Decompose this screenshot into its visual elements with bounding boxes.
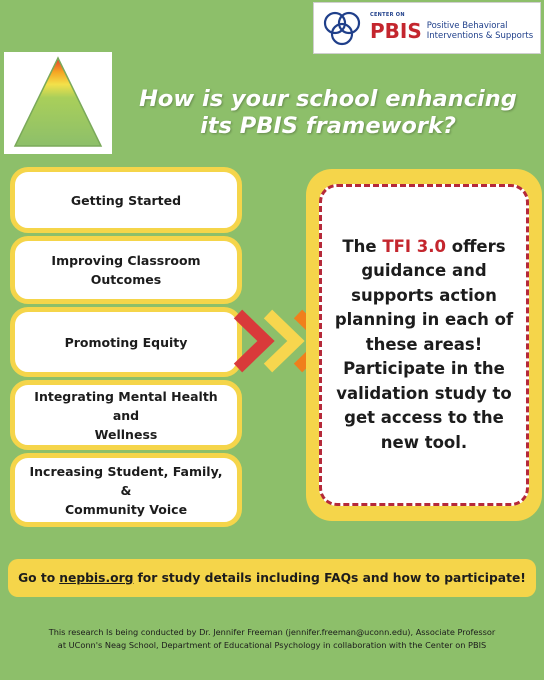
area-label: Increasing Student, Family, & bbox=[29, 463, 223, 498]
area-classroom-outcomes bbox=[10, 236, 242, 304]
area-promoting-equity bbox=[10, 307, 242, 377]
area-getting-started bbox=[10, 167, 242, 233]
info-message bbox=[330, 235, 518, 456]
call-to-action-banner bbox=[8, 559, 536, 597]
research-credits bbox=[14, 626, 530, 652]
banner-suffix: for study details including FAQs and how to participate! bbox=[137, 571, 526, 585]
info-panel-text bbox=[319, 184, 529, 506]
area-label: Integrating Mental Health and bbox=[34, 388, 218, 423]
triangle-pyramid-icon bbox=[4, 52, 112, 154]
logo-subtitle bbox=[427, 21, 533, 41]
page-title bbox=[118, 86, 538, 140]
page-title-line2: its PBIS framework? bbox=[200, 113, 456, 139]
area-mental-health bbox=[10, 380, 242, 450]
area-label: Community Voice bbox=[64, 501, 188, 517]
logo-subtitle-line2: Interventions & Supports bbox=[426, 31, 534, 41]
banner-prefix: Go to bbox=[18, 571, 56, 585]
pyramid-image bbox=[4, 52, 112, 154]
page-title-line1: How is your school enhancing bbox=[139, 86, 517, 112]
pbis-logo bbox=[313, 2, 541, 54]
area-label: Wellness bbox=[94, 426, 158, 442]
info-panel bbox=[306, 169, 542, 521]
area-label: Outcomes bbox=[90, 272, 162, 287]
interlocking-rings-icon bbox=[320, 8, 364, 48]
logo-center-text: CENTER ON bbox=[370, 12, 405, 18]
tfi-highlight: TFI 3.0 bbox=[382, 236, 446, 256]
area-community-voice bbox=[10, 453, 242, 527]
logo-subtitle-line1: Positive Behavioral bbox=[426, 21, 508, 31]
chevron-red bbox=[238, 314, 266, 368]
area-label: Promoting Equity bbox=[64, 334, 188, 350]
area-label: Getting Started bbox=[70, 192, 182, 208]
info-prefix: The bbox=[342, 236, 383, 256]
nepbis-link[interactable]: nepbis.org bbox=[59, 571, 134, 585]
logo-brand: PBIS bbox=[370, 19, 422, 43]
credits-line2: at UConn's Neag School, Department of Educational Psychology in collaboration with the Center on PBIS bbox=[57, 640, 487, 650]
area-label: Improving Classroom bbox=[51, 253, 201, 268]
info-body: offers guidance and supports action planning in each of these areas! Participate in the validation study to get access to the new tool. bbox=[334, 236, 514, 452]
credits-line1: This research Is being conducted by Dr. Jennifer Freeman (jennifer.freeman@uconn.edu), Associate Professor bbox=[48, 627, 496, 637]
